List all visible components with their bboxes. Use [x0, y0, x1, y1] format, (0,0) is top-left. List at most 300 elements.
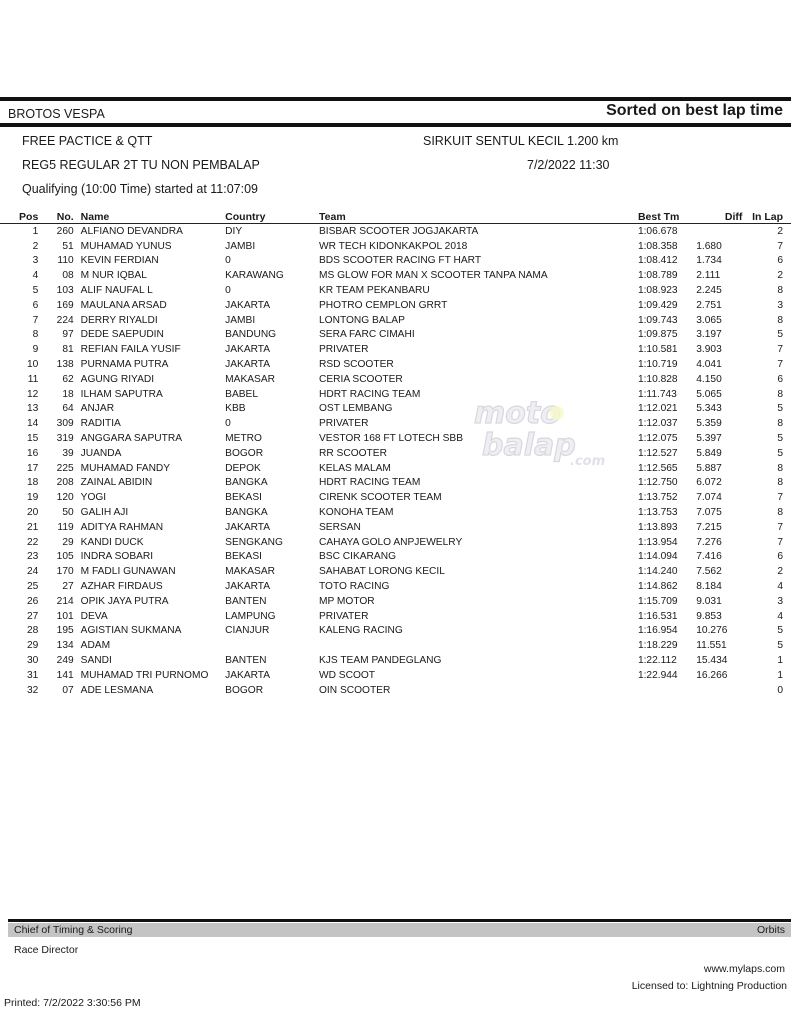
cell-team: KELAS MALAM: [319, 462, 391, 474]
cell-in-lap: 7: [777, 492, 783, 504]
cell-name: JUANDA: [80, 447, 122, 459]
cell-team: BISBAR SCOOTER JOGJAKARTA: [319, 225, 479, 237]
cell-country: KARAWANG: [225, 270, 284, 282]
cell-country: [225, 638, 319, 653]
cell-diff: 2.111: [696, 270, 721, 282]
table-row: [0, 564, 791, 579]
cell-team: LONTONG BALAP: [319, 314, 405, 326]
cell-best-time: 1:22.112: [637, 655, 677, 666]
cell-pos: 14: [26, 418, 39, 430]
cell-best-time: 1:08.412: [637, 255, 678, 267]
cell-in-lap: 8: [777, 418, 783, 430]
cell-name: KEVIN FERDIAN: [80, 255, 159, 267]
watermark-moto: moto: [474, 396, 561, 431]
table-row: [0, 283, 791, 298]
col-pos: Pos: [0, 209, 38, 224]
cell-pos: 9: [32, 344, 39, 356]
cell-diff: 3.197: [696, 329, 722, 341]
cell-team: HDRT RACING TEAM: [319, 477, 421, 489]
cell-diff: 10.276: [696, 625, 728, 637]
cell-no: 225: [56, 462, 74, 474]
cell-diff: 16.266: [696, 669, 728, 681]
cell-pos: 25: [26, 581, 39, 593]
table-header-row: [0, 209, 791, 224]
cell-best-time: 1:08.358: [637, 240, 678, 252]
cell-name: KANDI DUCK: [80, 536, 144, 548]
cell-best-time: 1:13.753: [637, 507, 678, 519]
cell-in-lap: 7: [777, 240, 783, 252]
cell-no: 309: [56, 418, 74, 430]
cell-diff: 5.397: [696, 433, 722, 445]
cell-best-time: 1:09.875: [637, 329, 678, 341]
cell-best-time: 1:10.719: [637, 359, 678, 371]
cell-pos: 30: [26, 655, 39, 666]
cell-team: WR TECH KIDONKAKPOL 2018: [319, 240, 468, 252]
cell-in-lap: 7: [777, 521, 783, 533]
header-rule: [0, 123, 791, 127]
cell-country: JAMBI: [225, 314, 256, 326]
cell-in-lap: 4: [777, 610, 783, 622]
cell-pos: 5: [32, 285, 39, 297]
table-row: [0, 490, 791, 505]
cell-best-time: 1:13.893: [637, 521, 678, 533]
cell-team: PRIVATER: [319, 344, 369, 356]
table-row: [0, 461, 791, 476]
circuit-name: SIRKUIT SENTUL KECIL 1.200 km: [423, 134, 619, 148]
cell-team: PHOTRO CEMPLON GRRT: [319, 299, 448, 311]
cell-diff: 5.887: [696, 462, 722, 474]
cell-team: PRIVATER: [319, 610, 369, 622]
cell-country: CIANJUR: [225, 625, 270, 637]
cell-name: ADAM: [80, 640, 111, 652]
col-diff: Diff: [696, 209, 748, 224]
col-in-lap: In Lap: [748, 209, 791, 224]
cell-pos: 24: [26, 566, 39, 578]
cell-best-time: 1:10.581: [637, 344, 678, 356]
cell-no: 120: [56, 492, 74, 504]
cell-team: KONOHA TEAM: [319, 507, 394, 519]
cell-pos: 23: [26, 551, 39, 563]
cell-diff: 1.734: [696, 255, 722, 267]
cell-country: BANDUNG: [225, 329, 277, 341]
cell-country: METRO: [225, 433, 262, 445]
cell-name: AGUNG RIYADI: [80, 373, 155, 385]
cell-diff: 11.551: [696, 640, 727, 652]
cell-name: INDRA SOBARI: [80, 551, 154, 563]
cell-name: ADITYA RAHMAN: [80, 521, 164, 533]
cell-in-lap: 5: [777, 640, 783, 652]
cell-pos: 13: [26, 403, 39, 415]
cell-pos: 10: [26, 359, 39, 371]
cell-country: JAKARTA: [225, 581, 271, 593]
table-row: [0, 298, 791, 313]
cell-no: 81: [62, 344, 74, 356]
cell-diff: 9.031: [696, 595, 722, 607]
printed-timestamp: Printed: 7/2/2022 3:30:56 PM: [4, 997, 141, 1009]
cell-country: BEKASI: [225, 551, 262, 563]
cell-no: 134: [56, 640, 74, 652]
cell-team: [319, 638, 638, 653]
cell-pos: 20: [26, 507, 39, 519]
cell-no: 18: [62, 388, 74, 400]
cell-no: 08: [62, 270, 74, 282]
cell-name: YOGI: [80, 492, 107, 504]
table-row: [0, 342, 791, 357]
cell-country: BANTEN: [225, 655, 267, 666]
cell-diff: 2.245: [696, 285, 722, 297]
cell-country: JAKARTA: [225, 359, 271, 371]
cell-country: JAKARTA: [225, 521, 271, 533]
cell-name: MUHAMAD TRI PURNOMO: [80, 669, 209, 681]
race-director-label: Race Director: [14, 944, 79, 956]
cell-best-time: 1:12.527: [637, 447, 678, 459]
table-row: [0, 431, 791, 446]
cell-name: SANDI: [80, 655, 112, 666]
cell-country: JAMBI: [225, 240, 256, 252]
cell-diff: [696, 683, 748, 698]
table-row: [0, 609, 791, 624]
cell-no: 50: [62, 507, 74, 519]
cell-diff: 4.150: [696, 373, 722, 385]
cell-pos: 11: [27, 373, 39, 385]
footer-bar: [8, 923, 791, 937]
cell-country: LAMPUNG: [225, 610, 276, 622]
cell-diff: 3.065: [696, 314, 722, 326]
cell-in-lap: 2: [777, 566, 783, 578]
cell-in-lap: 7: [777, 344, 783, 356]
cell-best-time: 1:14.862: [637, 581, 678, 593]
table-row: [0, 239, 791, 254]
cell-pos: 1: [32, 225, 39, 237]
cell-name: DEDE SAEPUDIN: [80, 329, 164, 341]
cell-name: DEVA: [80, 610, 108, 622]
cell-no: 101: [56, 610, 74, 622]
cell-no: 224: [56, 314, 74, 326]
cell-no: 64: [62, 403, 74, 415]
cell-in-lap: 0: [777, 684, 783, 696]
date-time: 7/2/2022 11:30: [527, 158, 610, 172]
table-row: [0, 313, 791, 328]
cell-pos: 19: [26, 492, 39, 504]
cell-pos: 18: [26, 477, 39, 489]
cell-diff: [696, 224, 748, 239]
cell-name: AGISTIAN SUKMANA: [80, 625, 182, 637]
cell-diff: 7.074: [696, 492, 722, 504]
table-row: [0, 594, 791, 609]
footer-rule: [8, 919, 791, 922]
table-row: [0, 668, 791, 683]
cell-diff: 7.416: [696, 551, 722, 563]
cell-pos: 22: [26, 536, 39, 548]
cell-no: 169: [56, 299, 74, 311]
cell-in-lap: 1: [777, 669, 783, 681]
cell-name: ILHAM SAPUTRA: [80, 388, 163, 400]
cell-best-time: 1:14.240: [637, 566, 678, 578]
cell-in-lap: 5: [777, 329, 783, 341]
cell-name: MAULANA ARSAD: [80, 299, 167, 311]
cell-best-time: 1:11.743: [637, 388, 677, 400]
cell-country: 0: [225, 255, 231, 267]
cell-diff: 5.343: [696, 403, 722, 415]
sort-label: Sorted on best lap time: [606, 102, 783, 119]
cell-best-time: 1:22.944: [637, 669, 678, 681]
watermark-balap: balap: [482, 428, 576, 463]
cell-country: 0: [225, 418, 231, 430]
cell-name: ANJAR: [80, 403, 115, 415]
table-row: [0, 224, 791, 239]
session-name: FREE PACTICE & QTT: [22, 134, 153, 148]
cell-team: SERSAN: [319, 521, 361, 533]
cell-team: BSC CIKARANG: [319, 551, 396, 563]
cell-no: 07: [62, 684, 74, 696]
cell-diff: 4.041: [696, 359, 722, 371]
cell-in-lap: 8: [777, 477, 783, 489]
table-row: [0, 328, 791, 343]
cell-team: OIN SCOOTER: [319, 684, 391, 696]
cell-country: BOGOR: [225, 684, 264, 696]
cell-name: ALIF NAUFAL L: [80, 285, 153, 297]
cell-country: DEPOK: [225, 462, 261, 474]
cell-name: OPIK JAYA PUTRA: [80, 595, 169, 607]
cell-diff: 6.072: [696, 477, 722, 489]
cell-no: 39: [62, 447, 74, 459]
cell-diff: 7.075: [696, 507, 722, 519]
cell-no: 27: [62, 581, 74, 593]
category-name: REG5 REGULAR 2T TU NON PEMBALAP: [22, 158, 260, 172]
cell-best-time: 1:12.075: [637, 433, 678, 445]
cell-best-time: 1:09.743: [637, 314, 678, 326]
cell-pos: 17: [26, 462, 39, 474]
cell-name: M FADLI GUNAWAN: [80, 566, 176, 578]
cell-no: 141: [56, 669, 74, 681]
table-row: [0, 579, 791, 594]
cell-pos: 8: [32, 329, 39, 341]
cell-country: JAKARTA: [225, 669, 271, 681]
cell-pos: 31: [26, 669, 39, 681]
cell-diff: 7.562: [696, 566, 722, 578]
cell-name: MUHAMAD YUNUS: [80, 240, 172, 252]
cell-no: 138: [56, 359, 74, 371]
cell-in-lap: 6: [777, 373, 783, 385]
cell-team: SERA FARC CIMAHI: [319, 329, 415, 341]
cell-no: 62: [62, 373, 74, 385]
cell-no: 260: [56, 225, 74, 237]
cell-no: 195: [56, 625, 74, 637]
cell-best-time: 1:18.229: [637, 640, 678, 652]
cell-in-lap: 4: [777, 581, 783, 593]
cell-no: 29: [62, 536, 74, 548]
cell-no: 119: [57, 521, 74, 533]
col-no: No.: [38, 209, 73, 224]
cell-in-lap: 3: [777, 299, 783, 311]
cell-in-lap: 6: [777, 255, 783, 267]
cell-best-time: 1:12.750: [637, 477, 678, 489]
cell-diff: 7.215: [696, 521, 722, 533]
cell-no: 110: [57, 255, 74, 267]
table-row: [0, 446, 791, 461]
cell-in-lap: 5: [777, 403, 783, 415]
cell-name: PURNAMA PUTRA: [80, 359, 169, 371]
cell-name: REFIAN FAILA YUSIF: [80, 344, 181, 356]
cell-diff: 3.903: [696, 344, 722, 356]
cell-best-time: 1:13.752: [637, 492, 678, 504]
cell-name: ANGGARA SAPUTRA: [80, 433, 182, 445]
table-row: [0, 357, 791, 372]
cell-best-time: 1:14.094: [637, 551, 678, 563]
license-text: Licensed to: Lightning Production: [631, 980, 787, 992]
cell-name: ZAINAL ABIDIN: [80, 477, 153, 489]
cell-pos: 2: [32, 240, 39, 252]
table-row: [0, 268, 791, 283]
cell-in-lap: 5: [777, 433, 783, 445]
cell-team: BDS SCOOTER RACING FT HART: [319, 255, 482, 267]
cell-in-lap: 8: [777, 507, 783, 519]
table-row: [0, 402, 791, 417]
cell-in-lap: 6: [777, 551, 783, 563]
col-name: Name: [74, 209, 226, 224]
cell-country: BANGKA: [225, 477, 268, 489]
cell-name: M NUR IQBAL: [80, 270, 147, 282]
cell-diff: 2.751: [696, 299, 722, 311]
cell-team: CERIA SCOOTER: [319, 373, 403, 385]
cell-no: 97: [62, 329, 74, 341]
cell-in-lap: 2: [777, 270, 783, 282]
cell-best-time: 1:13.954: [637, 536, 678, 548]
results-table: [0, 209, 791, 698]
cell-no: 208: [56, 477, 74, 489]
website-link[interactable]: www.mylaps.com: [703, 963, 785, 975]
cell-pos: 21: [26, 521, 39, 533]
cell-pos: 16: [26, 447, 39, 459]
table-row: [0, 653, 791, 668]
cell-best-time: 1:12.021: [637, 403, 678, 415]
cell-country: MAKASAR: [225, 566, 275, 578]
table-row: [0, 476, 791, 491]
top-rule: [0, 97, 791, 101]
cell-name: ADE LESMANA: [80, 684, 154, 696]
cell-country: BANTEN: [225, 595, 267, 607]
cell-team: PRIVATER: [319, 418, 369, 430]
cell-diff: 8.184: [696, 581, 722, 593]
cell-best-time: 1:06.678: [637, 225, 678, 237]
cell-team: CIRENK SCOOTER TEAM: [319, 492, 442, 504]
table-row: [0, 535, 791, 550]
col-country: Country: [225, 209, 319, 224]
cell-pos: 28: [26, 625, 39, 637]
cell-team: MP MOTOR: [319, 595, 375, 607]
cell-name: RADITIA: [80, 418, 121, 430]
table-row: [0, 372, 791, 387]
cell-best-time: 1:12.037: [637, 418, 678, 430]
cell-country: MAKASAR: [225, 373, 275, 385]
cell-in-lap: 7: [777, 359, 783, 371]
cell-in-lap: 3: [777, 595, 783, 607]
cell-team: KJS TEAM PANDEGLANG: [319, 655, 442, 666]
watermark-suffix: .com: [570, 454, 606, 468]
cell-team: RSD SCOOTER: [319, 359, 394, 371]
cell-team: HDRT RACING TEAM: [319, 388, 421, 400]
software-label: Orbits: [756, 924, 785, 936]
cell-team: TOTO RACING: [319, 581, 390, 593]
cell-name: AZHAR FIRDAUS: [80, 581, 163, 593]
cell-in-lap: 1: [777, 655, 783, 666]
cell-diff: 5.849: [696, 447, 722, 459]
session-info: Qualifying (10:00 Time) started at 11:07:09: [22, 182, 259, 196]
cell-in-lap: 2: [777, 225, 783, 237]
cell-team: KALENG RACING: [319, 625, 403, 637]
cell-pos: 7: [32, 314, 39, 326]
cell-pos: 26: [26, 595, 39, 607]
cell-diff: 9.853: [696, 610, 722, 622]
cell-team: RR SCOOTER: [319, 447, 387, 459]
cell-name: ALFIANO DEVANDRA: [80, 225, 183, 237]
cell-no: 249: [56, 655, 74, 666]
cell-name: DERRY RIYALDI: [80, 314, 158, 326]
table-row: [0, 416, 791, 431]
cell-diff: 5.359: [696, 418, 722, 430]
cell-name: MUHAMAD FANDY: [80, 462, 171, 474]
cell-country: BABEL: [225, 388, 259, 400]
cell-country: JAKARTA: [225, 344, 271, 356]
cell-pos: 12: [26, 388, 39, 400]
cell-in-lap: 8: [777, 462, 783, 474]
cell-no: 319: [56, 433, 74, 445]
cell-in-lap: 5: [777, 625, 783, 637]
cell-country: BANGKA: [225, 507, 268, 519]
col-team: Team: [319, 209, 638, 224]
cell-team: KR TEAM PEKANBARU: [319, 285, 430, 297]
cell-name: GALIH AJI: [80, 507, 129, 519]
cell-country: 0: [225, 285, 231, 297]
cell-diff: 5.065: [696, 388, 722, 400]
cell-in-lap: 7: [777, 536, 783, 548]
cell-best-time: 1:16.954: [637, 625, 678, 637]
cell-best-time: 1:09.429: [637, 299, 678, 311]
cell-pos: 4: [32, 270, 39, 282]
table-row: [0, 254, 791, 269]
cell-pos: 27: [26, 610, 39, 622]
results-body: [0, 224, 791, 698]
cell-best-time: 1:15.709: [637, 595, 678, 607]
cell-team: MS GLOW FOR MAN X SCOOTER TANPA NAMA: [319, 270, 548, 282]
cell-best-time: 1:10.828: [637, 373, 678, 385]
cell-team: OST LEMBANG: [319, 403, 393, 415]
cell-country: DIY: [225, 225, 243, 237]
col-best-time: Best Tm: [638, 209, 696, 224]
cell-no: 105: [56, 551, 74, 563]
cell-best-time: 1:08.923: [637, 285, 678, 297]
cell-pos: 32: [26, 684, 39, 696]
table-row: [0, 387, 791, 402]
cell-no: 170: [56, 566, 74, 578]
cell-in-lap: 8: [777, 388, 783, 400]
cell-best-time: 1:16.531: [637, 610, 678, 622]
table-row: [0, 624, 791, 639]
event-title: BROTOS VESPA: [8, 107, 105, 121]
cell-team: SAHABAT LORONG KECIL: [319, 566, 445, 578]
cell-country: SENGKANG: [225, 536, 283, 548]
cell-country: KBB: [225, 403, 246, 415]
cell-pos: 15: [26, 433, 39, 445]
cell-pos: 3: [32, 255, 39, 267]
cell-pos: 6: [32, 299, 39, 311]
table-row: [0, 520, 791, 535]
cell-no: 103: [56, 285, 74, 297]
cell-in-lap: 8: [777, 285, 783, 297]
cell-pos: 29: [26, 640, 39, 652]
cell-country: BEKASI: [225, 492, 262, 504]
table-row: [0, 505, 791, 520]
